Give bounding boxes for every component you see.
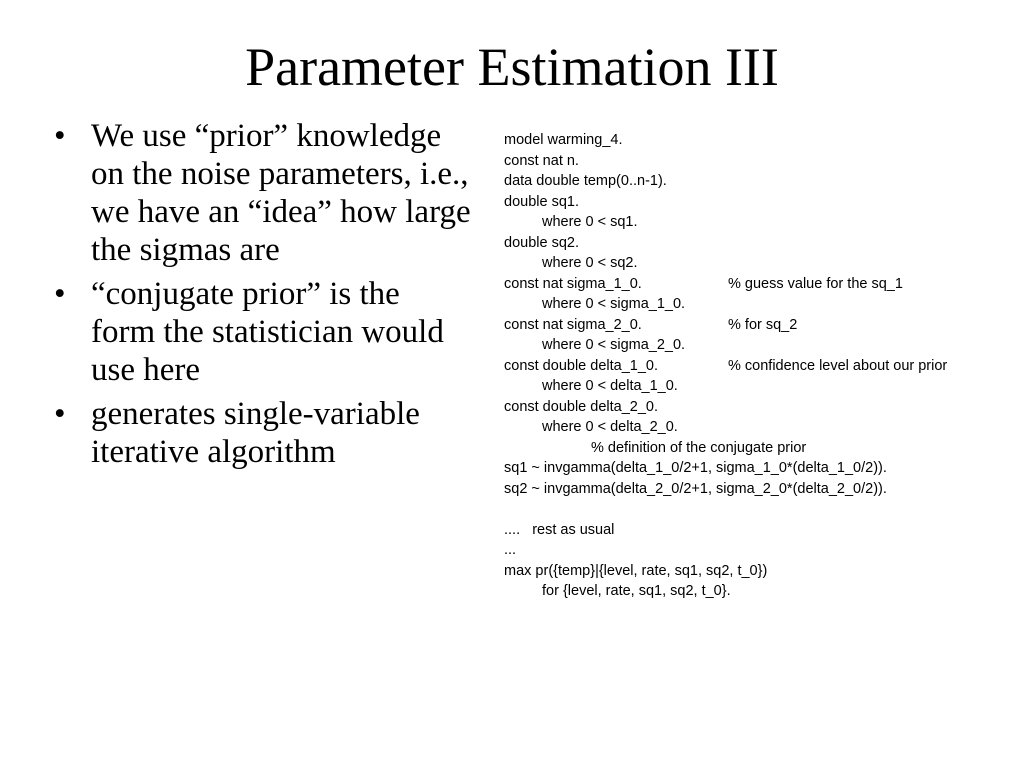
code-text: const nat n.	[504, 152, 579, 169]
code-line	[504, 499, 1014, 520]
bullet-text: generates single-variable iterative algorithm	[91, 396, 420, 470]
code-line	[504, 212, 1014, 233]
slide-title: Parameter Estimation III	[245, 37, 779, 97]
code-text: sq2 ~ invgamma(delta_2_0/2+1, sigma_2_0*(delta_2_0/2)).	[504, 480, 887, 497]
code-text: double sq1.	[504, 193, 579, 210]
code-text: where 0 < sq1.	[542, 214, 638, 230]
bullet-item	[52, 275, 472, 389]
code-line	[504, 438, 1014, 459]
bullet-marker: •	[54, 276, 66, 312]
code-line	[504, 192, 1014, 213]
code-text: where 0 < delta_2_0.	[542, 419, 678, 435]
code-text: double sq2.	[504, 234, 579, 251]
bullet-item	[52, 117, 472, 269]
code-text: const double delta_2_0.	[504, 398, 658, 415]
code-line	[504, 376, 1014, 397]
code-text: where 0 < sigma_1_0.	[542, 296, 686, 312]
code-comment: % confidence level about our prior	[728, 357, 948, 374]
code-line	[504, 294, 1014, 315]
code-line	[504, 253, 1014, 274]
bullet-item	[52, 395, 472, 471]
code-line	[504, 397, 1014, 418]
code-line	[504, 479, 1014, 500]
code-comment: % for sq_2	[728, 316, 798, 333]
code-line	[504, 520, 1014, 541]
bullet-list	[52, 117, 472, 477]
code-text: max pr({temp}|{level, rate, sq1, sq2, t_0})	[504, 562, 768, 579]
code-line	[504, 274, 1014, 295]
bullet-text: “conjugate prior” is the form the statistician would use here	[91, 276, 444, 388]
code-comment: % guess value for the sq_1	[728, 275, 903, 292]
code-line	[504, 315, 1014, 336]
code-text: % definition of the conjugate prior	[591, 439, 807, 456]
code-text: .... rest as usual	[504, 521, 615, 538]
code-text: data double temp(0..n-1).	[504, 173, 667, 189]
code-text: where 0 < delta_1_0.	[542, 378, 678, 394]
code-line	[504, 335, 1014, 356]
code-text: sq1 ~ invgamma(delta_1_0/2+1, sigma_1_0*(delta_1_0/2)).	[504, 460, 887, 476]
bullet-text: We use “prior” knowledge on the noise parameters, i.e., we have an “idea” how large the sigmas are	[91, 118, 471, 268]
code-text: const nat sigma_1_0.	[504, 275, 642, 292]
code-line	[504, 151, 1014, 172]
code-line	[504, 581, 1014, 602]
code-line	[504, 458, 1014, 479]
code-text: where 0 < sigma_2_0.	[542, 337, 686, 353]
code-line	[504, 561, 1014, 582]
code-text: const double delta_1_0.	[504, 357, 658, 374]
code-text: model warming_4.	[504, 132, 623, 148]
code-text: where 0 < sq2.	[542, 255, 638, 271]
bullet-marker: •	[54, 118, 66, 154]
code-text: ...	[504, 542, 517, 558]
code-line	[504, 171, 1014, 192]
code-line	[504, 540, 1014, 561]
code-listing	[504, 130, 1014, 602]
code-line	[504, 233, 1014, 254]
code-line	[504, 130, 1014, 151]
code-text: const nat sigma_2_0.	[504, 316, 642, 333]
code-text: for {level, rate, sq1, sq2, t_0}.	[542, 583, 731, 599]
bullet-marker: •	[54, 396, 66, 432]
code-line	[504, 417, 1014, 438]
code-line	[504, 356, 1014, 377]
